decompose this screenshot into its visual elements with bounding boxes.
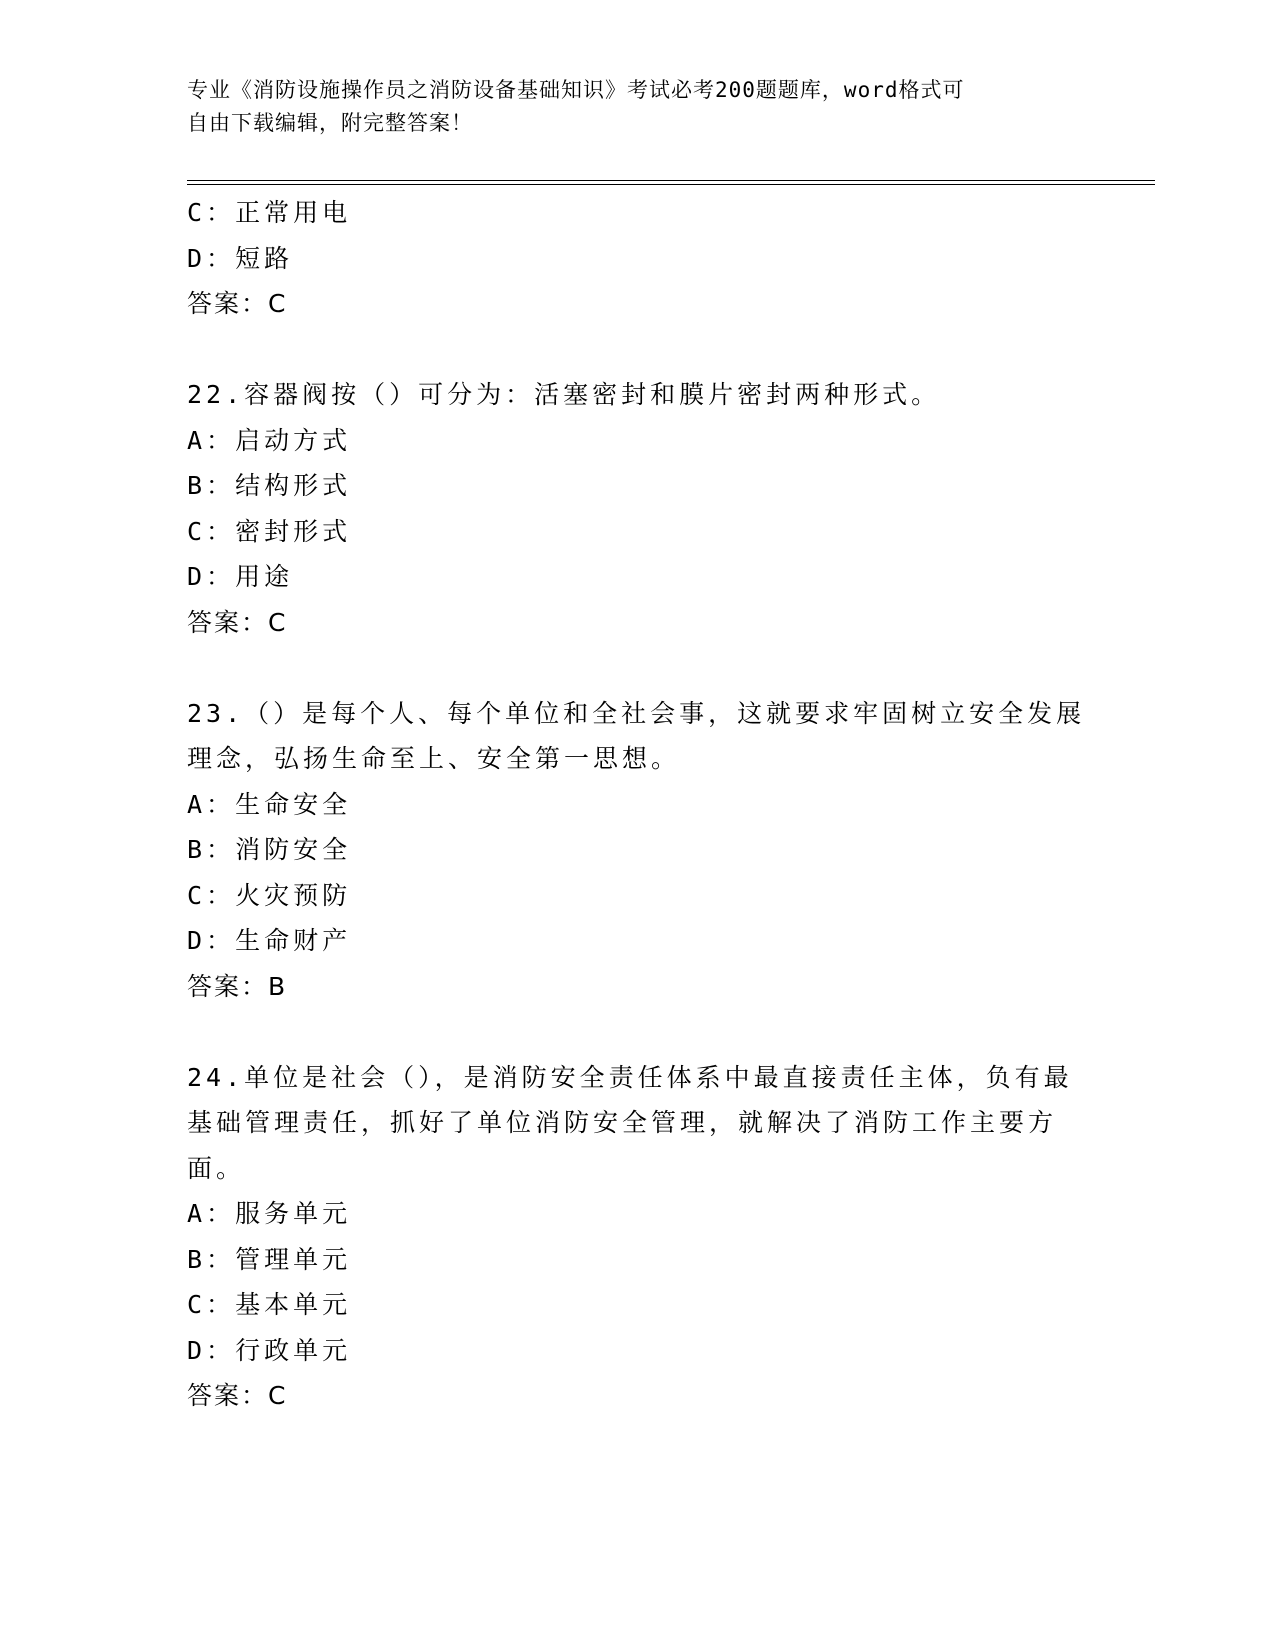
option-a: A：服务单元 <box>187 1199 352 1228</box>
option-c: C：火灾预防 <box>187 880 352 910</box>
answer-line: 答案：B <box>187 971 288 1001</box>
option-d: D：生命财产 <box>187 926 352 955</box>
option-a: A：生命安全 <box>187 789 352 819</box>
question-text: 22.容器阀按（）可分为：活塞密封和膜片密封两种形式。 <box>187 380 941 409</box>
option-d: D：短路 <box>187 243 294 273</box>
answer-line: 答案：C <box>187 289 288 318</box>
answer-line: 答案：C <box>187 607 288 637</box>
question-24 <box>187 1055 1087 1419</box>
header-line-1: 专业《消防设施操作员之消防设备基础知识》考试必考200题题库，word格式可 <box>187 78 965 102</box>
header-line-2: 自由下载编辑，附完整答案！ <box>187 111 473 135</box>
option-a: A：启动方式 <box>187 425 352 455</box>
option-d: D：用途 <box>187 562 294 591</box>
option-b: B：消防安全 <box>187 835 352 864</box>
header-rule-top <box>187 180 1155 181</box>
header-rule-bottom <box>187 184 1155 185</box>
question-text: 23.（）是每个人、每个单位和全社会事，这就要求牢固树立安全发展理念，弘扬生命至上、安全第一思想。 <box>187 698 1086 773</box>
question-22 <box>187 372 1087 645</box>
option-b: B：管理单元 <box>187 1244 352 1274</box>
question-text: 24.单位是社会（），是消防安全责任体系中最直接责任主体，负有最基础管理责任，抓好了单位消防安全管理，就解决了消防工作主要方面。 <box>187 1062 1073 1183</box>
question-23 <box>187 691 1087 1010</box>
question-21-tail <box>187 190 1087 327</box>
option-c: C：正常用电 <box>187 198 352 227</box>
option-d: D：行政单元 <box>187 1335 352 1365</box>
page-header <box>187 74 1067 140</box>
option-b: B：结构形式 <box>187 471 352 500</box>
question-list <box>187 190 1087 1419</box>
option-c: C：密封形式 <box>187 516 352 546</box>
option-c: C：基本单元 <box>187 1290 352 1319</box>
answer-line: 答案：C <box>187 1381 288 1410</box>
